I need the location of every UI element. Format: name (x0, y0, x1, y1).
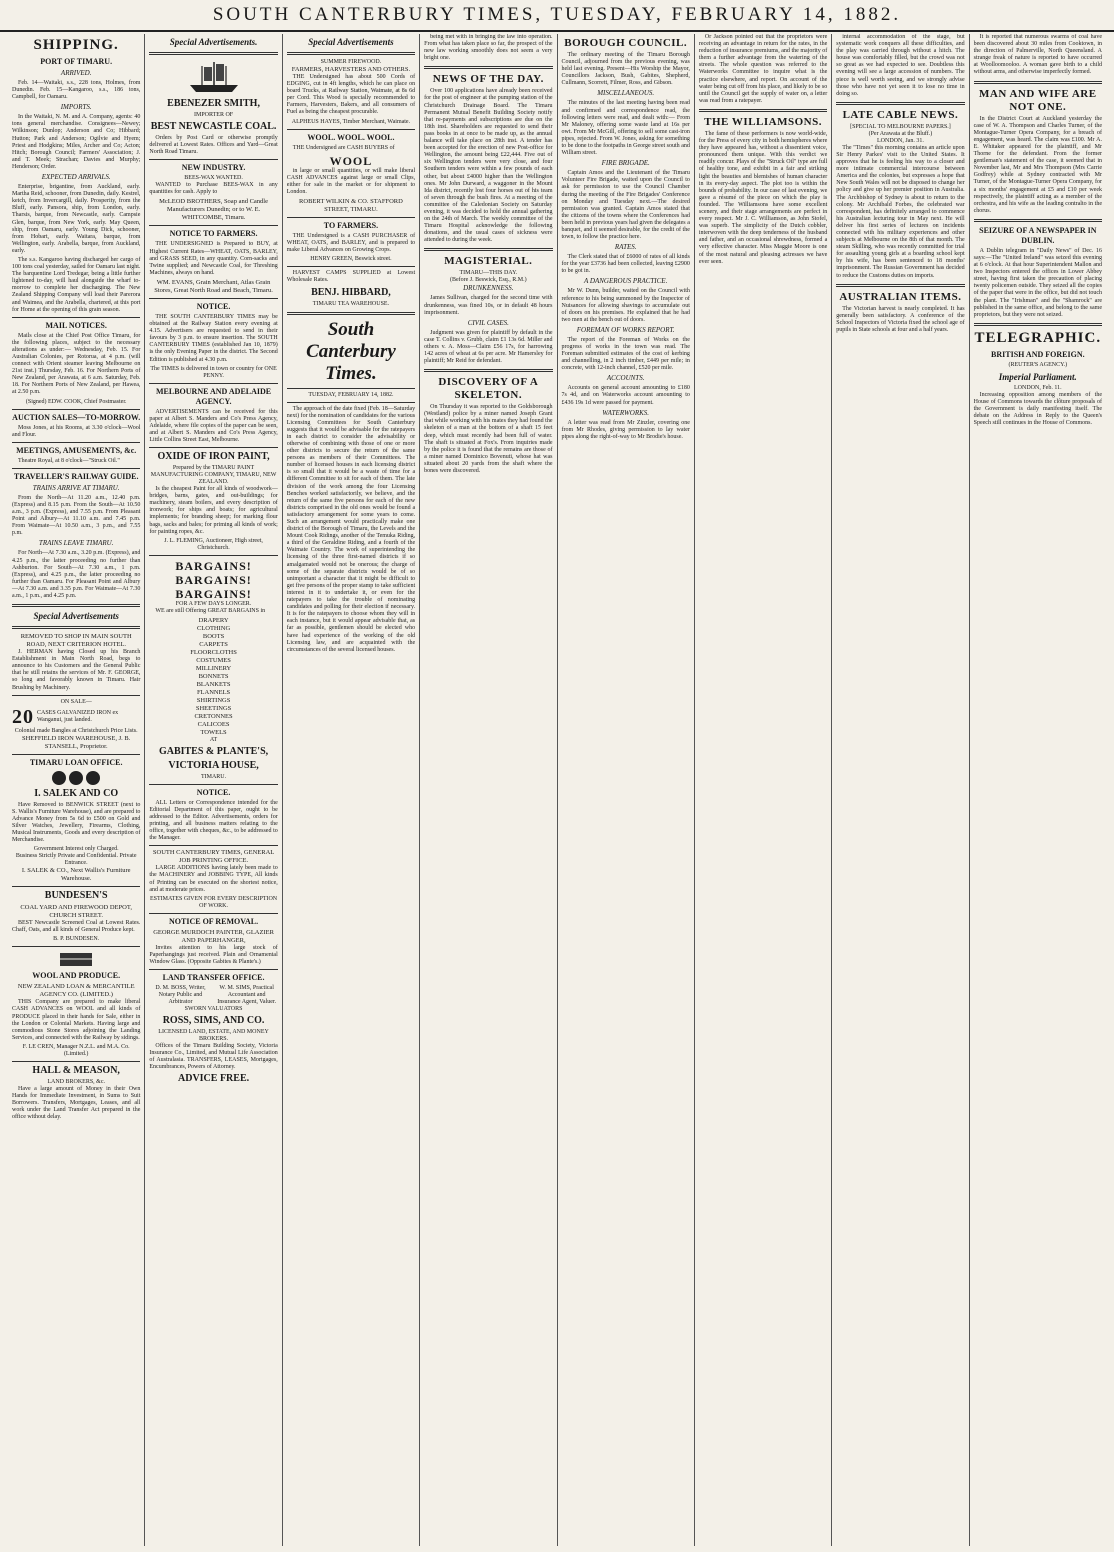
at-label: AT (209, 736, 218, 743)
boss-info: D. M. BOSS, Writer, Notary Public and Arbitrator (155, 985, 206, 1006)
divider (149, 555, 277, 556)
editorial-continued: being met with in bringing the law into operation. From what has taken place so far, the prospect of the new law working smoothly does not seem a very bright one. (424, 34, 553, 62)
divider (12, 604, 140, 607)
goods-list (149, 617, 277, 737)
wilkin-signature: ROBERT WILKIN & CO. STAFFORD STREET, TIMARU. (299, 198, 403, 214)
column-3 (283, 34, 420, 1546)
divider (12, 317, 140, 318)
goods-item: CARPETS (199, 640, 228, 648)
sims-info: W. M. SIMS, Practical Accountant and Insurance Agent, Valuer. (217, 985, 277, 1006)
removed-heading: REMOVED TO SHOP IN MAIN SOUTH ROAD, NEXT CRITERION HOTEL. (20, 633, 132, 649)
nz-loan-text: THIS Company are prepared to make liberal CASH ADVANCES on WOOL and all kinds of PRODUCE placed in their hands for Sale, either in the London or Colonial Markets. Having large and commodious Stone Stores adjoining the Landing Services, and connected with the Railway by sidings. (12, 999, 141, 1041)
imports-heading: IMPORTS. (60, 103, 92, 112)
goods-item: CLOTHING (196, 624, 231, 632)
hibbard-title: BENJ. HIBBARD, (311, 286, 391, 298)
williamsons-continued: internal accommodation of the stage, but systematic work conquers all these difficulties, and the play was carried through without a hitch. The house was comfortably filled, but the crowd was not so great as we had expected to see. Doubtless this evening will see a large accession of numbers. The piece is well worth seeing, and we strongly advise those who have not yet seen it to lose no time in doing so. (836, 34, 965, 97)
news-of-day-text: Over 100 applications have already been received for the post of engineer at the pumping station of the Christchurch Drainage Board. The Timaru Permanent Mutual Benefit Building Society notify that re-payments and subscriptions are due on the 18th inst. Shareholders are requested to send their pass books in at once to be made up, as the annual balance will take place on 28th inst. A tender has been accepted for the erection of new Post-office for Wellington, the amount being £22,444. Five out of six Wellington tenders were very close, and four Southern tenders were within a few pounds of each other, but about £4000 higher than the Wellington ones. Mr John Durward, a waggoner in the Mount Ida district, recently lost four horses out of his team of seven through the bush fires. At a meeting of the committee of the Caledonian Society on Saturday evening, it was decided to hold the annual gathering on the 24th of March. The weekly committee of the Timaru Hospital acknowledge the following donations, and the usual cases of sickness were attended to during the week. (424, 88, 553, 244)
drunkenness-text: James Sullivan, charged for the second time with drunkenness, was fined 10s, or in default 48 hours imprisonment. (424, 295, 553, 316)
divider (12, 695, 140, 696)
new-industry-heading: NEW INDUSTRY. (181, 163, 246, 173)
divider (974, 81, 1102, 84)
ebenezer-title: EBENEZER SMITH, (167, 98, 260, 109)
firewood-text: THE Undersigned has about 500 Cords of EDGING, cut in 4ft lengths, which he can place on board Trucks, at Railway Station, Waimate, at 8s 6d per Cord. This Wood is specially recommended to Farmers, Harvesters, Bakers, and all consumers of Fuel as being the cheapest procurable. (286, 74, 416, 116)
shipping-heading: SHIPPING. (33, 37, 119, 53)
seizure-heading: SEIZURE OF A NEWSPAPER IN DUBLIN. (979, 225, 1097, 245)
divider (149, 447, 277, 448)
notice-heading: NOTICE. (196, 301, 231, 311)
business-private: Business Strictly Private and Confidential. Private Entrance. (15, 853, 137, 867)
divider (12, 1061, 140, 1062)
columns (8, 34, 1106, 1546)
tea-warehouse: TIMARU TEA WAREHOUSE. (312, 300, 390, 307)
arawata-note: (Per Arawata at the Bluff.) (868, 130, 933, 137)
expected-text: Enterprise, brigantine, from Auckland, early. Martha Reid, schooner, from Dunedin, daily. Kestrel, ketch, from Invercargill, daily. Prosperity, from the Bluff, early. Pansora, ship, from London, early. Tharsis, barque, from Newcastle, early. Campsie Glen, barque, from New York, early. May Queen, ship, from Oamaru, early. Young Dick, schooner, from Hobart, early. Waitara, barque, from Wellington, early. Arabella, barque, from Auckland, early. (12, 184, 141, 254)
goods-item: MILLINERY (195, 664, 232, 672)
land-brokers: LAND BROKERS, &c. (47, 1078, 106, 1085)
bargains-heading-2: BARGAINS! (175, 586, 252, 601)
civil-cases-heading: CIVIL CASES. (467, 318, 509, 327)
column-6 (695, 34, 832, 1546)
divider (12, 409, 140, 410)
goods-item: DRAPERY (198, 616, 229, 624)
civil-cases-text: Judgment was given for plaintiff by default in the case T. Collins v. Grubb, claim £1 13s 6d. Miller and others v. A. Moss—Claim £56 17s, for harrowing 142 acres of wheat at 6s per acre. Mr Hamersley for plaintiff; Mr Reid for defendant. (424, 329, 553, 365)
farmers-notice-text: THE UNDERSIGNED is Prepared to BUY, at Highest Current Rates—WHEAT, OATS, BARLEY, and GRASS SEED, in any quantity. Corn-sacks and Twine supplied; and Newcastle Coal, for Threshing Machines, always on hand. (149, 241, 278, 276)
goods-item: CRETONNES (194, 712, 233, 720)
waterworks-text: A letter was read from Mr Zinzler, covering one from Mr Rhodes, giving permission to lay water pipes along the right-of-way to Mr Brodie's house. (561, 419, 690, 440)
on-sale-heading: ON SALE— (60, 698, 92, 705)
salek-title: I. SALEK AND CO (34, 787, 119, 799)
divider (424, 66, 552, 69)
firewood-heading: SUMMER FIREWOOD. (320, 59, 382, 65)
removal-heading: NOTICE OF REMOVAL. (169, 916, 259, 926)
timaru-label: TIMARU. (200, 773, 227, 780)
column-5 (558, 34, 695, 1546)
divider (287, 402, 415, 403)
nz-loan-heading: NEW ZEALAND LOAN & MERCANTILE AGENCY CO. (LIMITED.) (17, 983, 135, 999)
williamsons-text: The fame of these performers is now world-wide, for the Press of every city in both hemispheres where they have appeared has, without a dissentient voice, pronounced them unique. With this verdict we readily concur. Plays of the "Struck Oil" type are full of healthy tone, and exhibit in a fair and striking light the beauties and blemishes of human character in its every-day aspect. The plot too is within the bounds of probability. In our case of last evening, we gave a résumé of the piece on which the play is founded. The Williamsons have some excellent scenery, and their stage arrangements are perfect in every respect. Mr J. C. Williamson, as John Stofel, was superb. The simplicity of the Dutch cobbler, interwoven with the deep tenderness of the husband and father, and an occasional shrewdness, formed a very effective character. Miss Maggie Moore is one of the most natural and pleasing actresses we have ever seen. (698, 130, 828, 265)
divider (149, 913, 277, 914)
goods-item: SHEETINGS (195, 704, 232, 712)
trains-arrive-text: From the North—At 11.20 a.m., 12.40 p.m. (Express) and 8.15 p.m. From the South—At 10.50 a.m., 3 p.m. (Express), and 7.55 p.m. From Pleasant Point and Albury—At 11.10 a.m. and 7.45 p.m. From Waimate—At 10.50 a.m., 3 p.m., and 7.55 p.m. (12, 494, 141, 537)
best-coal-title: BEST NEWCASTLE COAL. (150, 121, 277, 132)
accounts-heading: ACCOUNTS. (606, 374, 645, 383)
murdoch-title: GEORGE MURDOCH PAINTER, GLAZIER AND PAPERHANGER, (153, 928, 274, 944)
advice-free: ADVICE FREE. (178, 1073, 250, 1085)
editorial-text: The approach of the date fixed (Feb. 18—Saturday next) for the nomination of candidates for the various Licensing Committees for South Canterbury suggests that it would be advisable for the ratepayers in each district to consider the advisability or otherwise of combining with those of one or more other districts to secure the return of the same persons as members of their Committees. The number of licensed houses in each licensing district is so small that it would be a waste of time for a different Committee to sit for each of them. The late division of the work among the four Licensing Benches worked satisfactorily, we believe, and the return of the same five persons for each of the new districts comprised in the old ones would be found a satisfactory arrangement for some years to come. Such an arrangement would practically make one district of the Borough of Timaru, the Levels and the Mount Cook Ridings, another of the Temuka Riding, a third of the Geraldine Riding, and a fourth of the Waimate Country. The work of superintending the licensing of the three first-named districts if so amalgamated would not be onerous; the charge of some of the separate districts would be of so unimportant a character that it might be difficult to get five persons of the proper stamp to take sufficient interest in it to undertake it, or even for the ratepayers to take the trouble of nominating candidates and polling for their election if necessary. It is for the ratepayers to choose whom they will in each instance, but it would appear advisable that, as far as possible, gentlemen should be elected who have had experience of the working of the old Licensing law, and are acquainted with the circumstances of the several licensed houses. (286, 405, 416, 653)
colonial-text: Colonial made Bangles at Christchurch Price Lists. (14, 727, 138, 734)
auction-text: Moss Jones, at his Rooms, at 3.30 o'clock—Wool and Flour. (12, 424, 141, 438)
shipping-text: The s.s. Kangaroo having discharged her cargo of 100 tons coal yesterday, sailed for Oamaru last night. The barquentine Lord Tredegar, being a little further lightened to-day, will haul alongside the wharf to-morrow to complete her discharging. The New Zealand Shipping Company will load their Parerora and Waimea, and the Arabella, chartered, at this port for Home at the opening of this grain season. (12, 256, 141, 313)
goods-item: BLANKETS (196, 680, 231, 688)
divider (287, 217, 415, 218)
estimates-note: ESTIMATES GIVEN FOR EVERY DESCRIPTION OF WORK. (150, 895, 278, 909)
trains-arrive-heading: TRAINS ARRIVE AT TIMARU. (32, 483, 120, 492)
coal-yard-heading: COAL YARD AND FIREWOOD DEPOT, CHURCH STREET. (20, 904, 132, 920)
iron-text: CASES GALVANIZED IRON ex Wanganui, just landed. (37, 709, 119, 723)
borough-text: The ordinary meeting of the Timaru Borough Council, adjourned from the previous evening, was held last evening. Present—His Worship the Mayor, Councillors Jackson, Bush, Gabites, Shepherd, Cullmann, Scorrett, Filmer, Ross, and Gibson. (561, 52, 690, 87)
rates-heading: RATES. (614, 243, 637, 252)
williamsons-heading: THE WILLIAMSONS. (704, 115, 822, 128)
masthead: SOUTH CANTERBURY TIMES, TUESDAY, FEBRUARY 14, 1882. (0, 0, 1114, 32)
notice2-text: ALL Letters or Correspondence intended for the Editorial Department of this paper, ought to be addressed to the Editor. Advertisements, orders for printing, and all business matters relating to the office, together with cheques, &c., to be addressed to the Manager. (149, 799, 278, 842)
divider (424, 248, 552, 251)
meetings-text: Theatre Royal, at 8 o'clock—"Struck Oil." (18, 457, 120, 464)
goods-item: FLANNELS (196, 688, 231, 696)
misc-text: The minutes of the last meeting having been read and confirmed and correspondence read, the following letters were read, and dealt with:— From Mr Maloney, offering some waste land at 16s per owt. From Mr McGill, offering to sell some cast-iron pipes, rejected. From W. Jones, asking for something to be done to the footpaths in George street south and William street. (561, 100, 690, 157)
borough-council-heading: BOROUGH COUNCIL. (564, 37, 688, 49)
imports-text: In the Waitaki, N. M. and A. Company, agents: 40 tons general merchandise. Consignees—Newey; Wilkinson; Dunlop; Anderson and Co; Hibbard; Hutton; Park and Anderson; Ogilvie and Hyem; Priest and Hodgkins; Miles, Archer and Co; Acton; Hitch; Borough Council; Farmers' Association; J. and T. Meek; Strachan; Davies and Murphy; Henderson; Order. (12, 114, 141, 170)
seizure-text: A Dublin telegram in "Daily News" of Dec. 16 says:—The "United Ireland" was seized this evening at 6 o'clock. At that hour Superintendent Mallon and two Inspectors entered the offices in Lower Abbey street, having first taken the precaution of placing twenty policemen outside. They seized all the copies of the paper that were in the office, but did not touch the plant. The "Irishman" and the "Shamrock" are published in the same office, and belong to the same proprietors, but they were not seized. (973, 247, 1102, 318)
beeswax-text: WANTED to Purchase BEES-WAX in any quantities for cash. Apply to (149, 182, 278, 196)
goods-item: SHIRTINGS (196, 696, 231, 704)
hayes-signature: ALPHEUS HAYES, Timber Merchant, Waimate. (291, 118, 411, 125)
trains-leave-text: For North—At 7.30 a.m., 3.20 p.m. (Express), and 4.25 p.m., the latter proceeding no further than Ashburton. For South—At 7.30 a.m., 1 p.m. (Express), and 4.25 p.m., the latter proceeding no further than Oamaru. For Pleasant Point and Albury—At 7.30 a.m. and 3.35 p.m. For Waimate—At 7.30 a.m., 1 p.m., and 4.25 p.m. (12, 550, 141, 599)
telegraphic-heading: TELEGRAPHIC. (974, 329, 1102, 346)
wool-bale-icon (12, 950, 140, 968)
mail-heading: MAIL NOTICES. (45, 320, 107, 330)
british-foreign-heading: BRITISH AND FOREIGN. (991, 349, 1085, 359)
dangerous-practice-text: Mr W. Dunn, builder, waited on the Council with reference to his being summoned by the Inspector of Nuisances for allowing shavings to accumulate out of doors on his premises. He explained that he had two men at the bench out of doors. (561, 288, 690, 323)
goods-item: FLOORCLOTHS (190, 648, 237, 656)
beeswax-heading: BEES-WAX WANTED. (184, 175, 243, 182)
job-printing-text: LARGE ADDITIONS having lately been made to the MACHINERY and JOBBING TYPE, All kinds of Printing can be executed on the shortest notice, and at moderate prices. (149, 865, 278, 893)
magisterial-heading: MAGISTERIAL. (444, 255, 533, 268)
harvest-camps-text: HARVEST CAMPS SUPPLIED at Lowest Wholesale Rates. (286, 270, 416, 284)
railway-guide-heading: TRAVELLER'S RAILWAY GUIDE. (13, 471, 139, 481)
column-1 (8, 34, 145, 1546)
divider (974, 323, 1102, 326)
divider (149, 159, 277, 160)
newspaper-title: South Canterbury Times. (306, 318, 396, 384)
divider (12, 946, 140, 947)
melbourne-agency-heading: MELBOURNE AND ADELAIDE AGENCY. (155, 386, 272, 406)
farmers-notice-heading: NOTICE TO FARMERS. (169, 229, 258, 239)
penny-note: The TIMES is delivered in town or country for ONE PENNY. (150, 365, 277, 379)
to-farmers-heading: TO FARMERS. (323, 221, 379, 231)
notice2-heading: NOTICE. (196, 787, 231, 797)
news-of-day-heading: NEWS OF THE DAY. (432, 73, 544, 86)
column-8 (970, 34, 1106, 1546)
divider (699, 109, 827, 112)
hall-meason-title: HALL & MEASON, (32, 1064, 120, 1076)
oxide-text: Is the cheapest Paint for all kinds of woodwork—bridges, barns, gates, and out-buildings; for machinery, steam boilers, and every description of ironwork; for ships and boats; for agricultural implements; for branding sheep; for marking flour bags, sacks and bales; for priming all kinds of work; for painting ropes, &c. (149, 486, 278, 535)
council-continued: Or Jackson pointed out that the proprietors were receiving an advantage in return for the rates, in the reduction of insurance premiums, and the majority of them a further advantage from the watering of the streets. The whole question was referred to the Waterworks Committee to inquire what is the practice elsewhere, and report. On account of the water being cut off from his place, and likely to be so until the Council get the supply of water on, a letter was read from a ratepayer. (698, 34, 828, 104)
divider (149, 225, 277, 226)
divider (12, 886, 140, 887)
job-printing-heading: SOUTH CANTERBURY TIMES, GENERAL JOB PRINTING OFFICE. (152, 849, 275, 865)
wool-heading: WOOL (329, 153, 373, 168)
divider (424, 369, 552, 372)
loan-office-heading: TIMARU LOAN OFFICE. (29, 757, 123, 767)
london-dateline-2: LONDON, Feb. 11. (1014, 384, 1062, 391)
pawnbroker-balls-icon (12, 771, 140, 785)
gabites-title: GABITES & PLANTE'S, (158, 745, 269, 757)
green-signature: HENRY GREEN, Beswick street. (310, 256, 392, 263)
mail-signed: (Signed) EDW. COOK, Chief Postmaster. (25, 398, 127, 405)
divider (12, 626, 140, 629)
man-wife-text: In the District Court at Auckland yesterday the case of W. A. Thompson and Charles Turner, of the Montague-Turner Opera Company, for a breach of engagement, was heard. The claim was £100. Mr A. E. Whitaker appeared for the plaintiff, and Mr Thorne for the defendant. From the former gentleman's statement of the case, it seemed that in November last, Mr and Mrs Thompson (Mrs Carrie Godfrey) while at Sydney contracted with Mr Turner, of the Montague-Turner Opera Company, for a six months' engagement at £5 and £10 per week respectively, the plaintiff acting as a member of the orchestra, and his wife as the leading contralto in the chorus. (973, 115, 1102, 214)
divider (287, 52, 415, 55)
column-2 (145, 34, 282, 1546)
murdoch-text: Invites attention to his large stock of Paperhangings just received. Plain and Ornamental Window Glass. (Opposite Gabites & Plante's.) (149, 944, 278, 965)
dangerous-practice-heading: A DANGEROUS PRACTICE. (584, 277, 668, 286)
goods-item: BOOTS (202, 632, 225, 640)
divider (12, 468, 140, 469)
mcleod-signature: McLEOD BROTHERS, Soap and Candle Manufacturers Dunedin; or to W. E. WHITCOMBE, Timaru. (159, 198, 268, 222)
divider (836, 102, 964, 105)
divider (287, 312, 415, 315)
ebenezer-text: Orders by Post Card or otherwise promptly delivered at Lowest Rates. Offices and Yard—Great North Road Timaru. (149, 135, 278, 156)
trains-leave-heading: TRAINS LEAVE TIMARU. (38, 539, 114, 548)
sheffield-text: SHEFFIELD IRON WAREHOUSE, J. B. STANSELL, Proprietor. (21, 734, 131, 750)
foreman-text: The report of the Foreman of Works on the progress of works in the town was read. The Foreman submitted estimates of the cost of kerbing and channelling, in 2 inch timber, £449 per mile; in concrete, with 12-inch channel, £520 per mile. (561, 336, 690, 372)
misc-heading: MISCELLANEOUS. (597, 89, 655, 98)
divider (12, 442, 140, 443)
magisterial-subheading: TIMARU—THIS DAY. (459, 270, 518, 277)
goods-item: BONNETS (198, 672, 229, 680)
fire-brigade-text: Captain Amos and the Lieutenant of the Timaru Volunteer Fire Brigade, waited upon the Council to ask for permission to use the Council Chamber during the meeting of the Fire Brigades' Conference on Monday and Tuesday next.—The desired permission was granted. Captain Amos stated that the citizens of the towns where the Conferences had been held in previous years had given the delegates a banquet, and it seemed desirable, for the credit of the town, to follow the practice here. (561, 170, 690, 241)
column-4 (420, 34, 557, 1546)
ross-sims-title: ROSS, SIMS, AND CO. (162, 1015, 265, 1027)
manager-signature: F. LE CREN, Manager N.Z.L. and M.A. Co. (Limited.) (22, 1043, 130, 1057)
expected-heading: EXPECTED ARRIVALS. (41, 173, 111, 182)
bundesen-title: BUNDESEN'S (44, 890, 108, 902)
salek-text: Have Removed to BENWICK STREET (next to S. Wallis's Furniture Warehouse), and are prepared to Advance Money from 5s 6d to £500 on Gold and Silver Watches, Jewellery, Firearms, Clothing, Musical Instruments, Goods and every description of Merchandise. (12, 801, 141, 844)
bargains-heading: BARGAINS! BARGAINS! (175, 558, 252, 587)
land-transfer-heading: LAND TRANSFER OFFICE. (162, 973, 265, 983)
magistrate: (Before J. Beswick, Esq., R.M.) (449, 277, 527, 284)
port-heading: PORT OF TIMARU. (40, 57, 113, 66)
divider (12, 754, 140, 755)
divider (149, 52, 277, 55)
man-wife-heading: MAN AND WIFE ARE NOT ONE. (979, 87, 1097, 113)
wool-wool-heading: WOOL. WOOL. WOOL. (307, 132, 395, 142)
special-ads-heading: Special Advertisements (308, 37, 394, 47)
fleming-signature: J. L. FLEMING, Auctioneer, High street, Christchurch. (164, 537, 263, 551)
australian-items-text: The Victorian harvest is nearly completed. It has generally been satisfactory. A conference of the School Inspectors of Victoria fixed the school age of pupils in State schools at four and a half years. (836, 305, 965, 333)
reuter-note: (REUTER'S AGENCY.) (1008, 361, 1068, 368)
iron-count: 20 (12, 705, 34, 728)
late-cable-heading: LATE CABLE NEWS. (842, 108, 959, 121)
ross-text: Offices of the Timaru Building Society, Victoria Insurance Co., Limited, and Mutual Life Association of Australasia. TRANSFERS, LEASES, Mortgages, Encumbrances, Powers of Attorney. (149, 1043, 278, 1071)
divider (149, 383, 277, 384)
divider (149, 969, 277, 970)
rates-text: The Clerk stated that of £6000 of rates of all kinds for the year £3736 had been collected, leaving £2900 to be got in. (561, 254, 690, 275)
divider (287, 129, 415, 130)
cash-buyers-text: THE Undersigned are CASH BUYERS of (292, 144, 395, 151)
goods-item: CALICOES (197, 720, 230, 728)
special-ads-heading: Special Advertisements (33, 611, 119, 622)
offering-text: WE are still Offering GREAT BARGAINS in (155, 607, 266, 614)
removed-text: J. HERMAN having Closed up his Branch Establishment in Main North Road, begs to announce to his Customers and the General Public that he still retains the services of Mr. F. GEORGE, so long and favorably known in Timaru. Hair Brushing by Machinery. (12, 649, 141, 691)
few-days: FOR A FEW DAYS LONGER. (175, 600, 252, 607)
wool-produce-heading: WOOL AND PRODUCE. (32, 971, 121, 981)
australian-items-heading: AUSTRALIAN ITEMS. (839, 290, 962, 303)
london-dateline: LONDON, Jan. 31. (877, 137, 924, 144)
imperial-text: Increasing opposition among members of the House of Commons towards the clôture proposals of the Government is daily manifesting itself. The debate on the Address in Reply to the Queen's Speech still continues in the House of Commons. (973, 391, 1102, 427)
goods-item: TOWELS (200, 728, 227, 736)
farmers-harvesters-heading: FARMERS, HARVESTERS AND OTHERS. (291, 66, 411, 73)
accounts-text: Accounts on general account amounting to £180 7s 4d, and on Waterworks account amounting to £436 19s 1d were passed for payment. (561, 385, 690, 406)
divider (287, 266, 415, 267)
discovery-heading: DISCOVERY OF A SKELETON. (438, 376, 539, 402)
ship-icon (149, 59, 277, 95)
divider (149, 845, 277, 846)
discovery-text: On Thursday it was reported to the Goldsborough (Westland) police by a miner named Joseph Grant that while working with his mates they had found the skeleton of a man at the bottom of a shaft 15 feet deep, which must recently had been full of water. The shaft is situated at Fox's. From inquiries made by the police it is found that the remains are those of a miner named Dominico Bovenuti, whose hat was situated about 20 yards from the shaft where the bones were discovered. (424, 404, 553, 475)
hall-text: Have a large amount of Money in their Own Hands for Immediate Investment, in Sums to Suit Borrowers. Transfers, Mortgages, Leases, and all work under the Land Transfer Act prepared in the office without delay. (12, 1085, 141, 1121)
mail-text: Mails close at the Chief Post Office Timaru, for the following places, subject to the necessary alterations as under:— Wednesday, Feb. 15. For Australian Colonies, per Rotorua, at 4 p.m. (will connect with Orient steamer leaving Melbourne on 21st inst.) Thursday, Feb. 16. For Northern Ports of New Zealand, per Arawata, at 6 a.m. Saturday, Feb. 18. For Northern Ports of New Zealand, per Hawea, at 2.50 p.m. (12, 332, 141, 396)
melbourne-text: ADVERTISEMENTS can be received for this paper at Albert S. Manders and Co's Press Agency, Adelaide, where file copies of the paper can be seen, and at Albert S. Manders and Co's Press Agency, Little Collins Street East, Melbourne. (149, 408, 278, 443)
meetings-heading: MEETINGS, AMUSEMENTS, &c. (16, 445, 137, 455)
arrived-text: Feb. 14—Waitaki, s.s., 228 tons, Holmes, from Dunedin. Feb. 15—Kangaroo, s.s., 186 tons, Campbell, for Oamaru. (12, 80, 141, 101)
arrived-heading: ARRIVED. (60, 69, 92, 77)
divider (974, 219, 1102, 222)
oxide-title: OXIDE OF IRON PAINT, (157, 451, 270, 463)
special-ads-heading: Special Advertisements. (169, 37, 258, 47)
imperial-parliament-heading: Imperial Parliament. (998, 371, 1077, 382)
col8-opening: It is reported that numerous swarms of coal have been discovered about 30 miles from Cooktown, in the direction of Palmerville, North Queensland. A strange freak of nature is reported to have occurred at Woolloomooloo. A woman gave birth to a child without arms, and otherwise imperfectly formed. (973, 34, 1102, 76)
auction-heading: AUCTION SALES—TO-MORROW. (12, 412, 141, 422)
to-farmers-text: THE Undersigned is a CASH PURCHASER of WHEAT, OATS, and BARLEY, and is prepared to make Liberal Advances on Growing Crops. (286, 233, 416, 254)
editorial-date: TUESDAY, FEBRUARY 14, 1882. (308, 391, 394, 398)
column-7 (832, 34, 969, 1546)
importer-label: IMPORTER OF (193, 112, 234, 118)
coal-text: BEST Newcastle Screened Coal at Lowest Rates. Chaff, Oats, and all kinds of General Produce kept. (12, 920, 141, 934)
ross-subtitle: LICENSED LAND, ESTATE, AND MONEY BROKERS. (158, 1029, 269, 1043)
wool-text: in large or small quantities, or will make liberal CASH ADVANCES against large or small Clips, either for sale in the market or for shipment to London. (286, 167, 416, 195)
bundesen-signature: B. P. BUNDESEN. (53, 936, 100, 943)
foreman-heading: FOREMAN OF WORKS REPORT. (576, 325, 675, 334)
victoria-house: VICTORIA HOUSE, (168, 759, 259, 771)
drunkenness-heading: DRUNKENNESS. (463, 284, 514, 293)
divider (149, 784, 277, 785)
waterworks-heading: WATERWORKS. (602, 408, 650, 417)
evans-signature: WM. EVANS, Grain Merchant, Atlas Grain Stores, Great North Road and Beach, Timaru. (154, 278, 273, 294)
goods-item: COSTUMES (196, 656, 231, 664)
divider (836, 284, 964, 287)
fire-brigade-heading: FIRE BRIGADE. (601, 159, 650, 168)
salek-address: I. SALEK & CO., Next Wallis's Furniture Warehouse. (21, 867, 131, 883)
oxide-subtitle: Prepared by the TIMARU PAINT MANUFACTURING COMPANY, TIMARU, NEW ZEALAND. (150, 465, 277, 486)
notice-text: THE SOUTH CANTERBURY TIMES may be obtained at the Railway Station every evening at 4.15. Advertisers are requested to send in their favours by 3 p.m. to ensure insertion. The SOUTH CANTERBURY TIMES (established Jan 10, 1879) is the only Evening Paper in the district. The Second Edition is published at 4.30 p.m. (149, 313, 278, 363)
divider (149, 298, 277, 299)
sworn-valuators: SWORN VALUATORS (184, 1006, 243, 1013)
gov-interest: Government Interest only Charged. (33, 846, 119, 853)
late-cable-text: The "Times" this morning contains an article upon Sir Henry Parkes' visit to the United States. It approves that he is feeling his way to a closer and more intimate commercial intercourse between America and the colonies, but expresses a hope that New South Wales will not be disposed to change her policy and give up her premier position in Australia. The Archbishop of Sydney is about to return to the colony. Mr Archibald Forbes, the celebrated war correspondent, has definitely arranged to commence his Australian lecturing tour in May next. He will deliver his first series of lectures on incidents connected with his military experiences and other subjects at Melbourne on the 8th of that month. The steam Skilling, who was recently committed for trial for assaulting young girls at a boarding school kept by his wife, has been sentenced to 18 months' imprisonment. The Russian Government has decided to reduce the Customs duties on imports. (836, 144, 965, 279)
late-cable-subheading: [SPECIAL TO MELBOURNE PAPERS.] (850, 123, 951, 130)
divider (287, 388, 415, 389)
